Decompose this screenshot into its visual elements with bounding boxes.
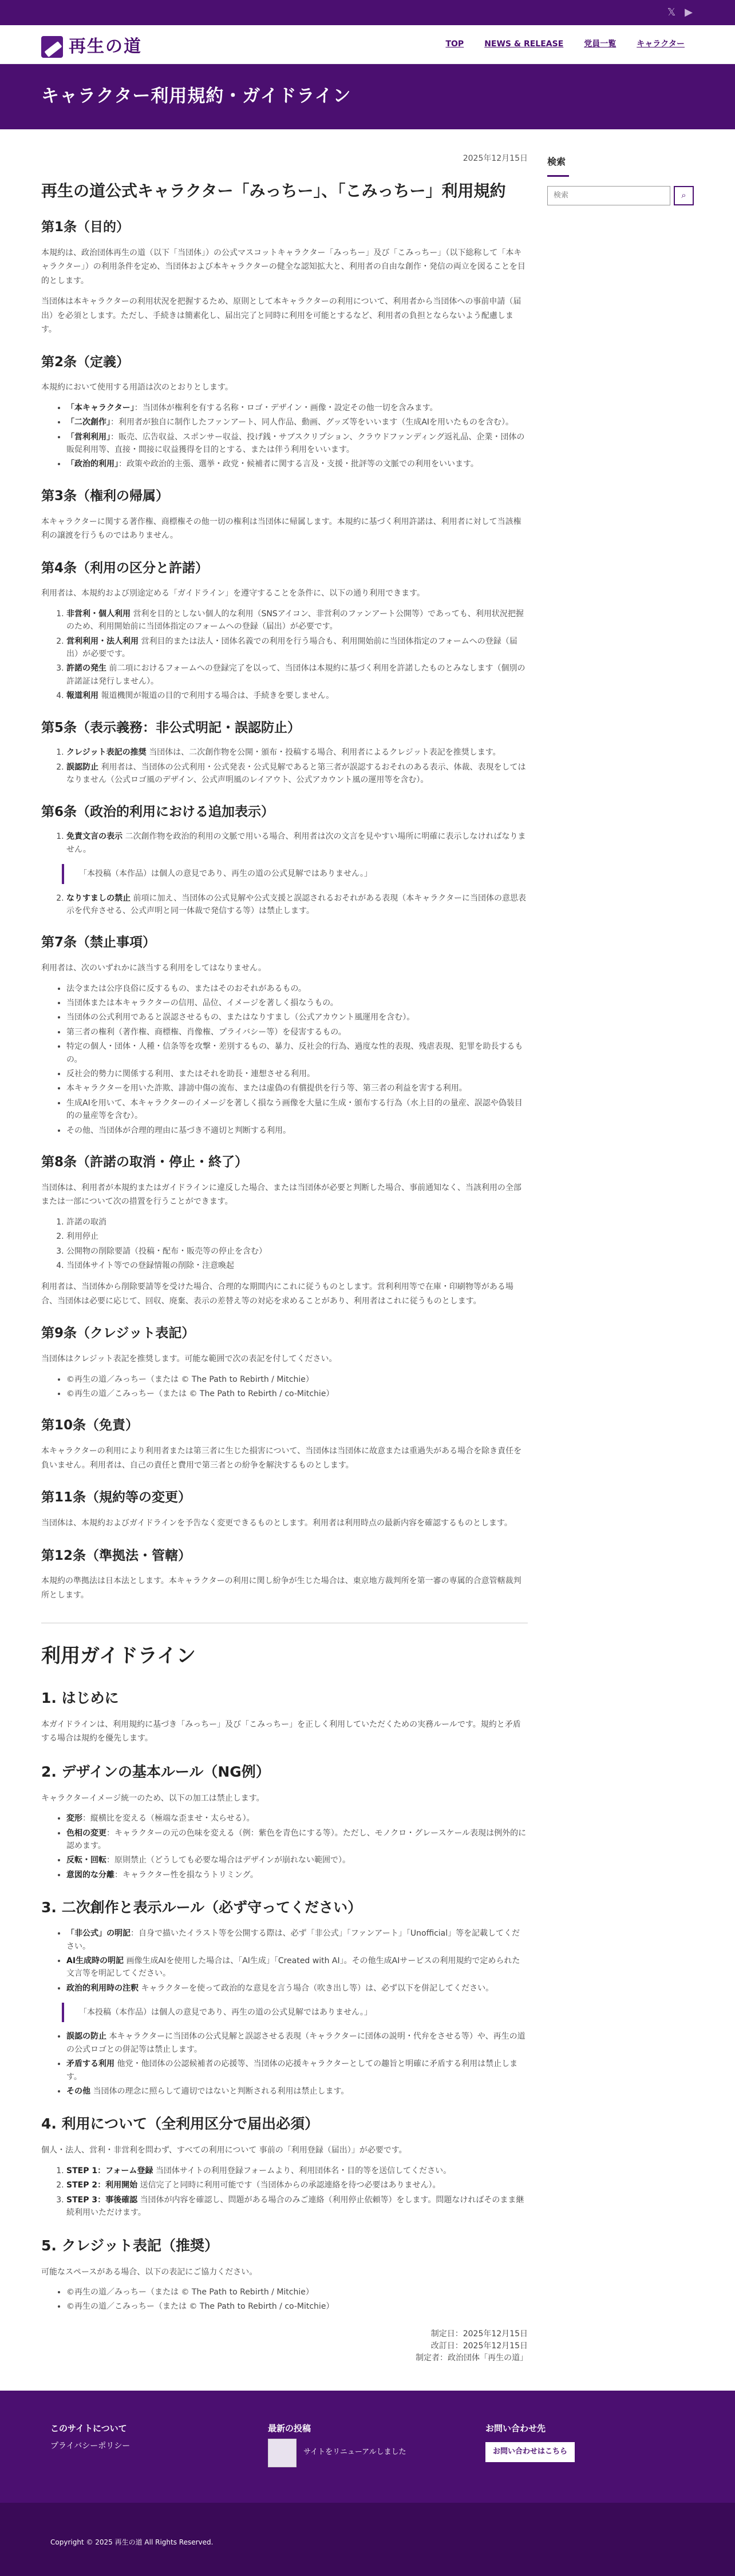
list-item: [66, 402, 528, 414]
list-item-text: 二次創作物を政治的利用の文脈で用いる場合、利用者は次の文言を見やすい場所に明確に表示しなければなりません。: [66, 832, 526, 854]
social-links: [665, 6, 695, 19]
list-item: [66, 982, 528, 995]
list-item-text: 営利目的または法人・団体名義での利用を行う場合も、利用開始前に当団体指定のフォームへの登録（届出）が必要です。: [66, 636, 517, 659]
enacted-by: 制定者：政治団体「再生の道」: [416, 2353, 528, 2363]
bullet-list: [66, 1812, 528, 1881]
main-nav: [445, 38, 685, 50]
list-item: [66, 1812, 528, 1825]
list-item-term: 「営利利用」: [66, 432, 110, 442]
list-item: [66, 1388, 528, 1400]
list-item-text: 利用停止: [66, 1232, 98, 1242]
numbered-list: [66, 746, 528, 786]
section-heading: 第6条（政治的利用における追加表示）: [41, 804, 275, 819]
list-item-term: AI生成時の明記: [66, 1956, 124, 1965]
logo-mark-icon: [41, 36, 63, 58]
list-item-text: 前二項におけるフォームへの登録完了を以って、当団体は本規約に基づく利用を許諾したものとみなします（個別の許諾証は発行しません）。: [66, 664, 525, 686]
page-hero: [0, 64, 735, 129]
list-item-term: 色相の変更: [66, 1828, 106, 1838]
nav-top[interactable]: TOP: [445, 39, 464, 49]
list-item-text: 当団体の公式利用であると誤認させるもの、またはなりすまし（公式アカウント風運用を含む）。: [66, 1013, 415, 1023]
blockquote: 「本投稿（本作品）は個人の意見であり、再生の道の公式見解ではありません。」: [62, 2003, 528, 2022]
list-item-text: その他、当団体が合理的理由に基づき不適切と判断する利用。: [66, 1125, 291, 1135]
list-item-term: 「二次創作」: [66, 418, 110, 427]
list-item-text: ：利用者が独自に制作したファンアート、同人作品、動画、グッズ等をいいます（生成AIを用いたものを含む）。: [110, 418, 514, 427]
footer-about: [50, 2422, 130, 2452]
list-item-text: 反社会的勢力に関係する利用、またはそれを助長・連想させる利用。: [66, 1069, 315, 1079]
sidebar-title-bar: [547, 175, 569, 177]
list-item-text: 利用者は、当団体の公式利用・公式発表・公式見解であると第三者が誤認するおそれのある表示、体裁、表現をしてはなりません（公式ロゴ風のデザイン、公式声明風のレイアウト、公式アカウント風の運用等を含む）。: [66, 762, 526, 785]
privacy-link[interactable]: プライバシーポリシー: [50, 2441, 131, 2451]
list-item-term: 許諾の発生: [66, 664, 106, 673]
paragraph: 可能なスペースがある場合、以下の表記にご協力ください。: [41, 2267, 258, 2277]
list-item-text: ©再生の道／みっちー（または © The Path to Rebirth / Mitchie）: [66, 1374, 314, 1384]
list-item-term: 変形: [66, 1814, 82, 1824]
enacted-date: 制定日：2025年12月15日: [430, 2329, 528, 2339]
nav-members[interactable]: 党員一覧: [584, 39, 617, 49]
list-item-term: 「非公式」の明記: [66, 1929, 131, 1939]
paragraph: 本規約において使用する用語は次のとおりとします。: [41, 383, 233, 393]
bullet-list: [66, 2030, 528, 2098]
numbered-list: [66, 608, 528, 703]
list-item: [66, 1955, 528, 1980]
list-item: [66, 892, 528, 918]
bullet-list: [66, 402, 528, 471]
search-form: [547, 186, 694, 205]
paragraph: 本キャラクターに関する著作権、商標権その他一切の権利は当団体に帰属します。本規約に基づく利用許諾は、利用者に対して当該権利の譲渡を行うものではありません。: [41, 517, 521, 541]
section-heading: 第2条（定義）: [41, 354, 130, 370]
bullet-list: [66, 1927, 528, 1995]
list-item-term: 矛盾する利用: [66, 2059, 114, 2069]
list-item-text: 前項に加え、当団体の公式見解や公式支援と誤認されるおそれがある表現（本キャラクターに当団体の意思表示を代弁させる、公式声明と同一体裁で発信する等）は禁止します。: [66, 893, 527, 916]
list-item: [66, 2286, 528, 2298]
list-item-text: ：原則禁止（どうしても必要な場合はデザインが崩れない範囲で）。: [106, 1856, 351, 1865]
list-item-term: なりすましの禁止: [66, 893, 131, 903]
section-heading: 第11条（規約等の変更）: [41, 1490, 192, 1505]
site-name: 再生の道: [69, 37, 142, 57]
list-item-text: 第三者の権利（著作権、商標権、肖像権、プライバシー等）を侵害するもの。: [66, 1027, 346, 1037]
site-logo[interactable]: [41, 33, 142, 61]
revised-date: 改訂日：2025年12月15日: [430, 2341, 528, 2351]
list-item: [66, 1011, 528, 1024]
list-item: [66, 2030, 528, 2056]
paragraph: 当団体はクレジット表記を推奨します。可能な範囲で次の表記を付してください。: [41, 1354, 337, 1364]
list-item-term: 誤認防止: [66, 762, 98, 772]
list-item: [66, 1854, 528, 1866]
list-item-text: ©再生の道／こみっちー（または © The Path to Rebirth / co-Mitchie）: [66, 1389, 334, 1399]
list-item-term: 誤認の防止: [66, 2032, 106, 2042]
paragraph: 個人・法人、営利・非営利を問わず、すべての利用について 事前の「利用登録（届出）」が必要です。: [41, 2146, 407, 2155]
list-item: [66, 1869, 528, 1881]
list-item-term: STEP 3：事後確認: [66, 2195, 138, 2205]
list-item-text: ：政策や政治的主張、選挙・政党・候補者に関する言及・支援・批評等の文脈での利用をいいます。: [118, 459, 479, 469]
copyright: Copyright © 2025 再生の道 All Rights Reserved.: [0, 2503, 735, 2576]
list-item: [66, 1097, 528, 1123]
nav-news[interactable]: NEWS & RELEASE: [484, 39, 564, 49]
list-item-term: 「政治的利用」: [66, 459, 118, 469]
paragraph: キャラクターイメージ統一のため、以下の加工は禁止します。: [41, 1793, 264, 1803]
list-item: [66, 662, 528, 688]
list-item-text: ：自身で描いたイラスト等を公開する際は、必ず「非公式」「ファンアート」「Unofficial」等を記載してください。: [66, 1929, 520, 1951]
article-meta: [41, 2328, 528, 2364]
paragraph: 利用者は、次のいずれかに該当する利用をしてはなりません。: [41, 964, 266, 973]
paragraph: 本キャラクターの利用により利用者または第三者に生じた損害について、当団体は当団体に故意または重過失がある場合を除き責任を負いません。利用者は、自己の責任と費用で第三者との紛争を解決するものとします。: [41, 1446, 522, 1470]
list-item-text: 許諾の取消: [66, 1217, 106, 1227]
list-item-text: 営利を目的としない個人的な利用（SNSアイコン、非営利のファンアート公開等）であっても、利用状況把握のため、利用開始前に当団体指定のフォームへの登録（届出）が必要です。: [66, 609, 524, 632]
list-item-text: ：販売、広告収益、スポンサー収益、投げ銭・サブスクリプション、クラウドファンディング返礼品、企業・団体の販促利用等、直接・間接に収益獲得を目的とする、または伴う利用をいいます。: [66, 432, 525, 455]
footer-news-item[interactable]: [268, 2439, 406, 2467]
bullet-list: [66, 1373, 528, 1401]
section-heading: 第8条（許諾の取消・停止・終了）: [41, 1154, 248, 1170]
list-item: [66, 1259, 528, 1272]
list-item: [66, 458, 528, 470]
list-item-term: 「本キャラクター」: [66, 403, 135, 413]
nav-character[interactable]: キャラクター: [637, 39, 685, 49]
paragraph: 本ガイドラインは、利用規約に基づき「みっちー」及び「こみっちー」を正しく利用していただくための実務ルールです。規約と矛盾する場合は規約を優先します。: [41, 1719, 521, 1743]
sidebar-search-title: 検索: [547, 156, 566, 167]
list-item-term: 営利利用・法人利用: [66, 636, 139, 646]
bullet-list: [66, 2286, 528, 2313]
youtube-icon[interactable]: ▶: [685, 6, 693, 18]
list-item-term: 意図的な分離: [66, 1870, 114, 1880]
numbered-list: [66, 1216, 528, 1273]
list-item-text: 当団体は、二次創作物を公開・頒布・投稿する場合、利用者によるクレジット表記を推奨します。: [146, 748, 501, 758]
list-item-text: ©再生の道／みっちー（または © The Path to Rebirth / Mitchie）: [66, 2288, 314, 2297]
list-item-text: 画像生成AIを使用した場合は、「AI生成」「Created with AI」。その他生成AIサービスの利用規約で定められた文言等を明記してください。: [66, 1956, 520, 1979]
site-footer: [0, 2391, 735, 2503]
footer-news: [268, 2422, 406, 2467]
section-heading: 5. クレジット表記（推奨）: [41, 2237, 219, 2254]
list-item-text: ©再生の道／こみっちー（または © The Path to Rebirth / co-Mitchie）: [66, 2302, 334, 2312]
list-item: [66, 635, 528, 661]
list-item: [66, 1040, 528, 1066]
footer-about-title: このサイトについて: [50, 2423, 127, 2434]
terms-sections: [41, 217, 528, 1603]
list-item: [66, 761, 528, 787]
list-item: [66, 746, 528, 759]
footer-news-title: 最新の投稿: [268, 2423, 311, 2434]
list-item: [66, 1216, 528, 1228]
page-title: キャラクター利用規約・ガイドライン: [41, 86, 351, 107]
list-item-text: 他党・他団体の公認候補者の応援等、当団体の応援キャラクターとしての趣旨と明確に矛盾する利用は禁止します。: [66, 2059, 518, 2082]
guideline-sections: [41, 1687, 528, 2313]
list-item-text: 法令または公序良俗に反するもの、またはそのおそれがあるもの。: [66, 984, 306, 993]
list-item-text: 報道機関が報道の目的で利用する場合は、手続きを要しません。: [98, 691, 334, 701]
list-item-text: 特定の個人・団体・人種・信条等を攻撃・差別するもの、暴力、反社会的行為、過度な性的表現、残虐表現、犯罪を助長するもの。: [66, 1042, 523, 1064]
search-button[interactable]: [674, 186, 694, 205]
list-item: [66, 1982, 528, 1995]
list-item: [66, 689, 528, 702]
contact-button[interactable]: お問い合わせはこちら: [485, 2442, 575, 2462]
footer-contact: [485, 2422, 575, 2462]
list-item: [66, 2194, 528, 2220]
blockquote: 「本投稿（本作品）は個人の意見であり、再生の道の公式見解ではありません。」: [62, 864, 528, 883]
list-item: [66, 1927, 528, 1953]
paragraph: 本規約の準拠法は日本法とします。本キャラクターの利用に関し紛争が生じた場合は、東京地方裁判所を第一審の専属的合意管轄裁判所とします。: [41, 1576, 521, 1600]
list-item-term: STEP 1：フォーム登録: [66, 2166, 153, 2175]
list-item: [66, 1026, 528, 1039]
bullet-list: [66, 982, 528, 1137]
search-input[interactable]: [547, 186, 670, 205]
list-item: [66, 830, 528, 856]
list-item: [66, 1082, 528, 1095]
section-heading: 第4条（利用の区分と許諾）: [41, 560, 209, 576]
list-item-text: ：キャラクター性を損なうトリミング。: [114, 1870, 258, 1880]
list-item: [66, 1827, 528, 1853]
guideline-title: 利用ガイドライン: [41, 1644, 196, 1668]
list-item: [66, 2300, 528, 2313]
list-item: [66, 1230, 528, 1243]
news-thumbnail: [268, 2439, 297, 2467]
paragraph: 当団体は、本規約およびガイドラインを予告なく変更できるものとします。利用者は利用時点の最新内容を確認するものとします。: [41, 1519, 512, 1528]
section-heading: 第3条（権利の帰属）: [41, 488, 169, 504]
list-item: [66, 1068, 528, 1080]
section-heading: 第9条（クレジット表記）: [41, 1326, 195, 1341]
list-item-term: 報道利用: [66, 691, 98, 701]
list-item: [66, 997, 528, 1009]
paragraph: 本規約は、政治団体再生の道（以下「当団体」）の公式マスコットキャラクター「みっちー」及び「こみっちー」（以下総称して「本キャラクター」）の利用条件を定め、当団体および本キャラクターの健全な認知拡大と、利用者の自由な創作・発信の両立を図ることを目的とします。: [41, 248, 525, 286]
main-content: [41, 129, 528, 2391]
section-heading: 第10条（免責）: [41, 1418, 139, 1433]
paragraph: 当団体は、利用者が本規約またはガイドラインに違反した場合、または当団体が必要と判断した場合、事前通知なく、当該利用の全部または一部について次の措置を行うことができます。: [41, 1183, 521, 1207]
list-item-text: 本キャラクターを用いた詐欺、誹謗中傷の流布、または虚偽の有償提供を行う等、第三者の利益を害する利用。: [66, 1084, 467, 1093]
section-heading: 4. 利用について（全利用区分で届出必須）: [41, 2115, 319, 2133]
article-title: 再生の道公式キャラクター「みっちー」、「こみっちー」利用規約: [41, 181, 506, 201]
section-heading: 第1条（目的）: [41, 219, 130, 235]
paragraph: 利用者は、当団体から削除要請等を受けた場合、合理的な期間内にこれに従うものとします。営利利用等で在庫・印刷物等がある場合、当団体は必要に応じて、回収、廃棄、表示の差替え等の対応を求めることがあり、利用者はこれに従うものとします。: [41, 1282, 513, 1306]
list-item-term: 免責文言の表示: [66, 832, 122, 842]
list-item-text: 当団体または本キャラクターの信用、品位、イメージを著しく損なうもの。: [66, 998, 338, 1008]
numbered-list: [66, 830, 528, 856]
list-item-term: 反転・回転: [66, 1856, 106, 1865]
section-heading: 2. デザインの基本ルール（NG例）: [41, 1763, 270, 1780]
x-logo-icon[interactable]: 𝕏: [667, 6, 676, 18]
list-item: [66, 1245, 528, 1258]
paragraph: 利用者は、本規約および別途定める「ガイドライン」を遵守することを条件に、以下の通り利用できます。: [41, 589, 425, 599]
numbered-list: [66, 2165, 528, 2220]
news-item-title: サイトをリニューアルしました: [303, 2448, 406, 2457]
list-item-text: ：当団体が権利を有する名称・ロゴ・デザイン・画像・設定その他一切を含みます。: [134, 403, 438, 413]
section-heading: 第7条（禁止事項）: [41, 935, 156, 950]
list-item: [66, 2179, 528, 2191]
list-item-text: ：縦横比を変える（極端な歪ませ・太らせる）。: [82, 1814, 255, 1824]
section-heading: 3. 二次創作と表示ルール（必ず守ってください）: [41, 1899, 362, 1916]
post-date: 2025年12月15日: [463, 154, 528, 163]
list-item: [66, 431, 528, 457]
site-header: [0, 25, 735, 64]
top-bar: [0, 0, 735, 25]
list-item-text: 当団体の理念に照らして適切ではないと判断される利用は禁止します。: [90, 2087, 349, 2097]
list-item-term: 政治的利用時の注釈: [66, 1983, 139, 1993]
list-item-text: 当団体サイトの利用登録フォームより、利用団体名・目的等を送信してください。: [153, 2166, 452, 2175]
search-icon: ⌕: [681, 191, 686, 201]
list-item: [66, 2165, 528, 2177]
sidebar: [547, 129, 694, 2391]
list-item-text: 本キャラクターに当団体の公式見解と誤認させる表現（キャラクターに団体の説明・代弁をさせる等）や、再生の道の公式ロゴとの併記等は禁止します。: [66, 2032, 525, 2054]
footer-contact-title: お問い合わせ先: [485, 2423, 546, 2434]
list-item-term: STEP 2：利用開始: [66, 2181, 138, 2190]
list-item-text: 送信完了と同時に利用可能です（当団体からの承認連絡を待つ必要はありません）。: [137, 2181, 441, 2190]
list-item: [66, 1373, 528, 1386]
list-item: [66, 2085, 528, 2098]
list-item-text: キャラクターを使って政治的な意見を言う場合（吹き出し等）は、必ず以下を併記してください。: [139, 1983, 494, 1993]
list-item-text: ：キャラクターの元の色味を変える（例：紫色を青色にする等）。ただし、モノクロ・グレースケール表現は例外的に認めます。: [66, 1828, 527, 1850]
section-heading: 第5条（表示義務：非公式明記・誤認防止）: [41, 720, 301, 735]
list-item-text: 生成AIを用いて、本キャラクターのイメージを著しく損なう画像を大量に生成・頒布する行為（水上目的の量産、誤認や偽装目的の量産等を含む）。: [66, 1098, 523, 1121]
numbered-list: [66, 892, 528, 918]
list-item: [66, 608, 528, 633]
section-heading: 第12条（準拠法・管轄）: [41, 1548, 192, 1563]
list-item-term: クレジット表記の推奨: [66, 748, 147, 758]
list-item-text: 公開物の削除要請（投稿・配布・販売等の停止を含む）: [66, 1246, 267, 1256]
paragraph: 当団体は本キャラクターの利用状況を把握するため、原則として本キャラクターの利用について、利用者から当団体への事前申請（届出）を必須とします。ただし、手続きは簡素化し、届出完了と同時に利用を可能とするなど、利用者の負担とならないよう配慮します。: [41, 297, 521, 335]
section-heading: 1. はじめに: [41, 1689, 119, 1706]
list-item-term: 非営利・個人利用: [66, 609, 131, 619]
list-item: [66, 1124, 528, 1137]
list-item: [66, 2058, 528, 2083]
list-item: [66, 416, 528, 429]
list-item-term: その他: [66, 2087, 90, 2097]
list-item-text: 当団体サイト等での登録情報の削除・注意喚起: [66, 1261, 235, 1270]
list-item-text: 当団体が内容を確認し、問題がある場合のみご連絡（利用停止依頼等）をします。問題なければそのまま継続利用いただけます。: [66, 2195, 524, 2218]
